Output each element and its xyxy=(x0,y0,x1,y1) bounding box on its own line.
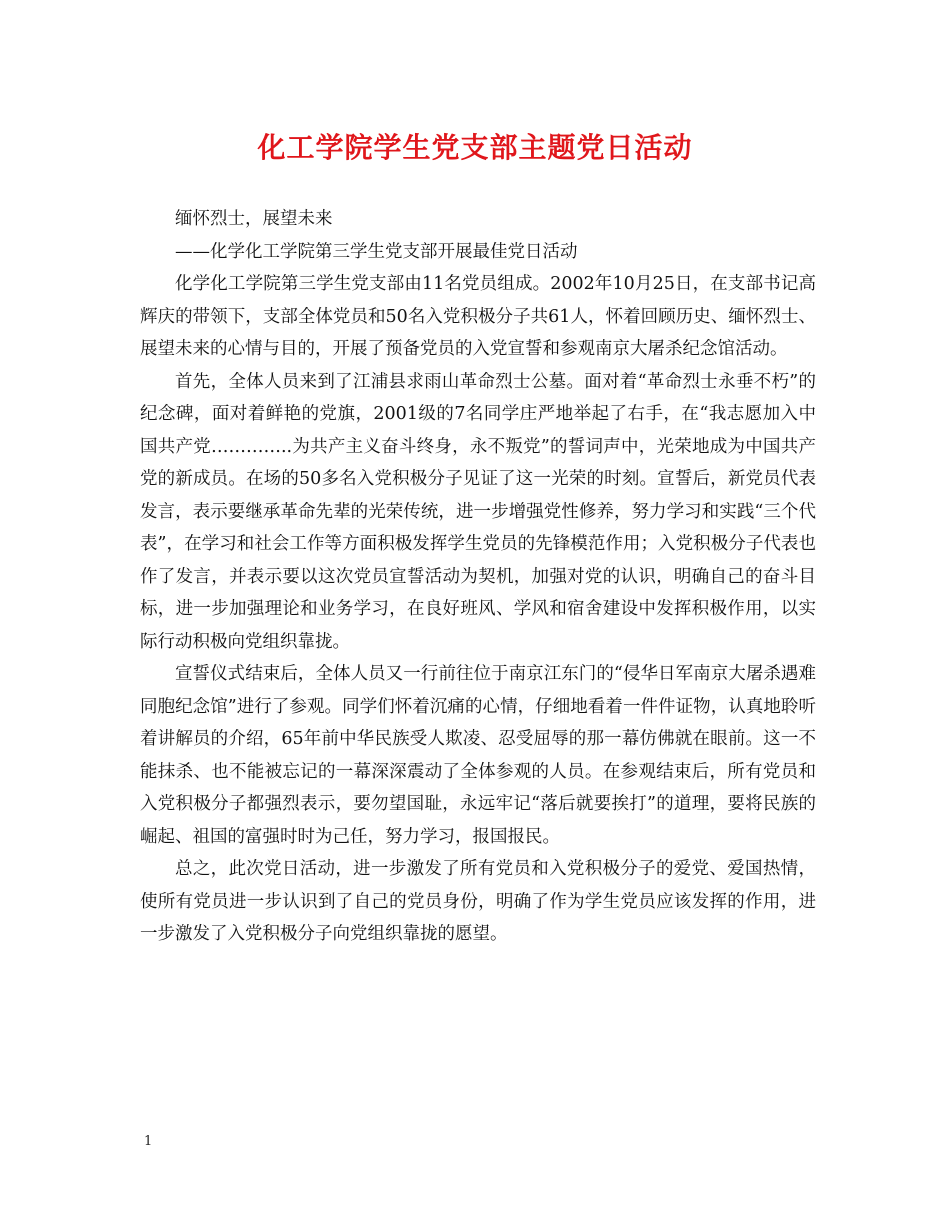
paragraph: 化学化工学院第三学生党支部由11名党员组成。2002年10月25日，在支部书记高辉庆的带领下，支部全体党员和50名入党积极分子共61人，怀着回顾历史、缅怀烈士、展望未来的心情与目的，开展了预备党员的入党宣誓和参观南京大屠杀纪念馆活动。 xyxy=(140,274,816,359)
document-body xyxy=(140,203,816,951)
paragraph: 首先，全体人员来到了江浦县求雨山革命烈士公墓。面对着“革命烈士永垂不朽”的纪念碑，面对着鲜艳的党旗，2001级的7名同学庄严地举起了右手，在“我志愿加入中国共产党…………..为共产主义奋斗终身，永不叛党”的誓词声中，光荣地成为中国共产党的新成员。在场的50多名入党积极分子见证了这一光荣的时刻。宣誓后，新党员代表发言，表示要继承革命先辈的光荣传统，进一步增强党性修养，努力学习和实践“三个代表”，在学习和社会工作等方面积极发挥学生党员的先锋模范作用；入党积极分子代表也作了发言，并表示要以这次党员宣誓活动为契机，加强对党的认识，明确自己的奋斗目标，进一步加强理论和业务学习，在良好班风、学风和宿舍建设中发挥积极作用，以实际行动积极向党组织靠拢。 xyxy=(140,371,816,652)
document-title: 化工学院学生党支部主题党日活动 xyxy=(257,131,693,164)
paragraph: 总之，此次党日活动，进一步激发了所有党员和入党积极分子的爱党、爱国热情，使所有党员进一步认识到了自己的党员身份，明确了作为学生党员应该发挥的作用，进一步激发了入党积极分子向党组织靠拢的愿望。 xyxy=(140,859,816,944)
subtitle: 缅怀烈士，展望未来 xyxy=(175,209,333,229)
paragraph: 宣誓仪式结束后，全体人员又一行前往位于南京江东门的“侵华日军南京大屠杀遇难同胞纪念馆”进行了参观。同学们怀着沉痛的心情，仔细地看着一件件证物，认真地聆听着讲解员的介绍，65年前中华民族受人欺凌、忍受屈辱的那一幕仿佛就在眼前。这一不能抹杀、也不能被忘记的一幕深深震动了全体参观的人员。在参观结束后，所有党员和入党积极分子都强烈表示，要勿望国耻，永远牢记“落后就要挨打”的道理，要将民族的崛起、祖国的富强时时为己任，努力学习，报国报民。 xyxy=(140,664,816,847)
page-number: 1 xyxy=(144,1134,153,1149)
byline: ——化学化工学院第三学生党支部开展最佳党日活动 xyxy=(175,241,578,262)
